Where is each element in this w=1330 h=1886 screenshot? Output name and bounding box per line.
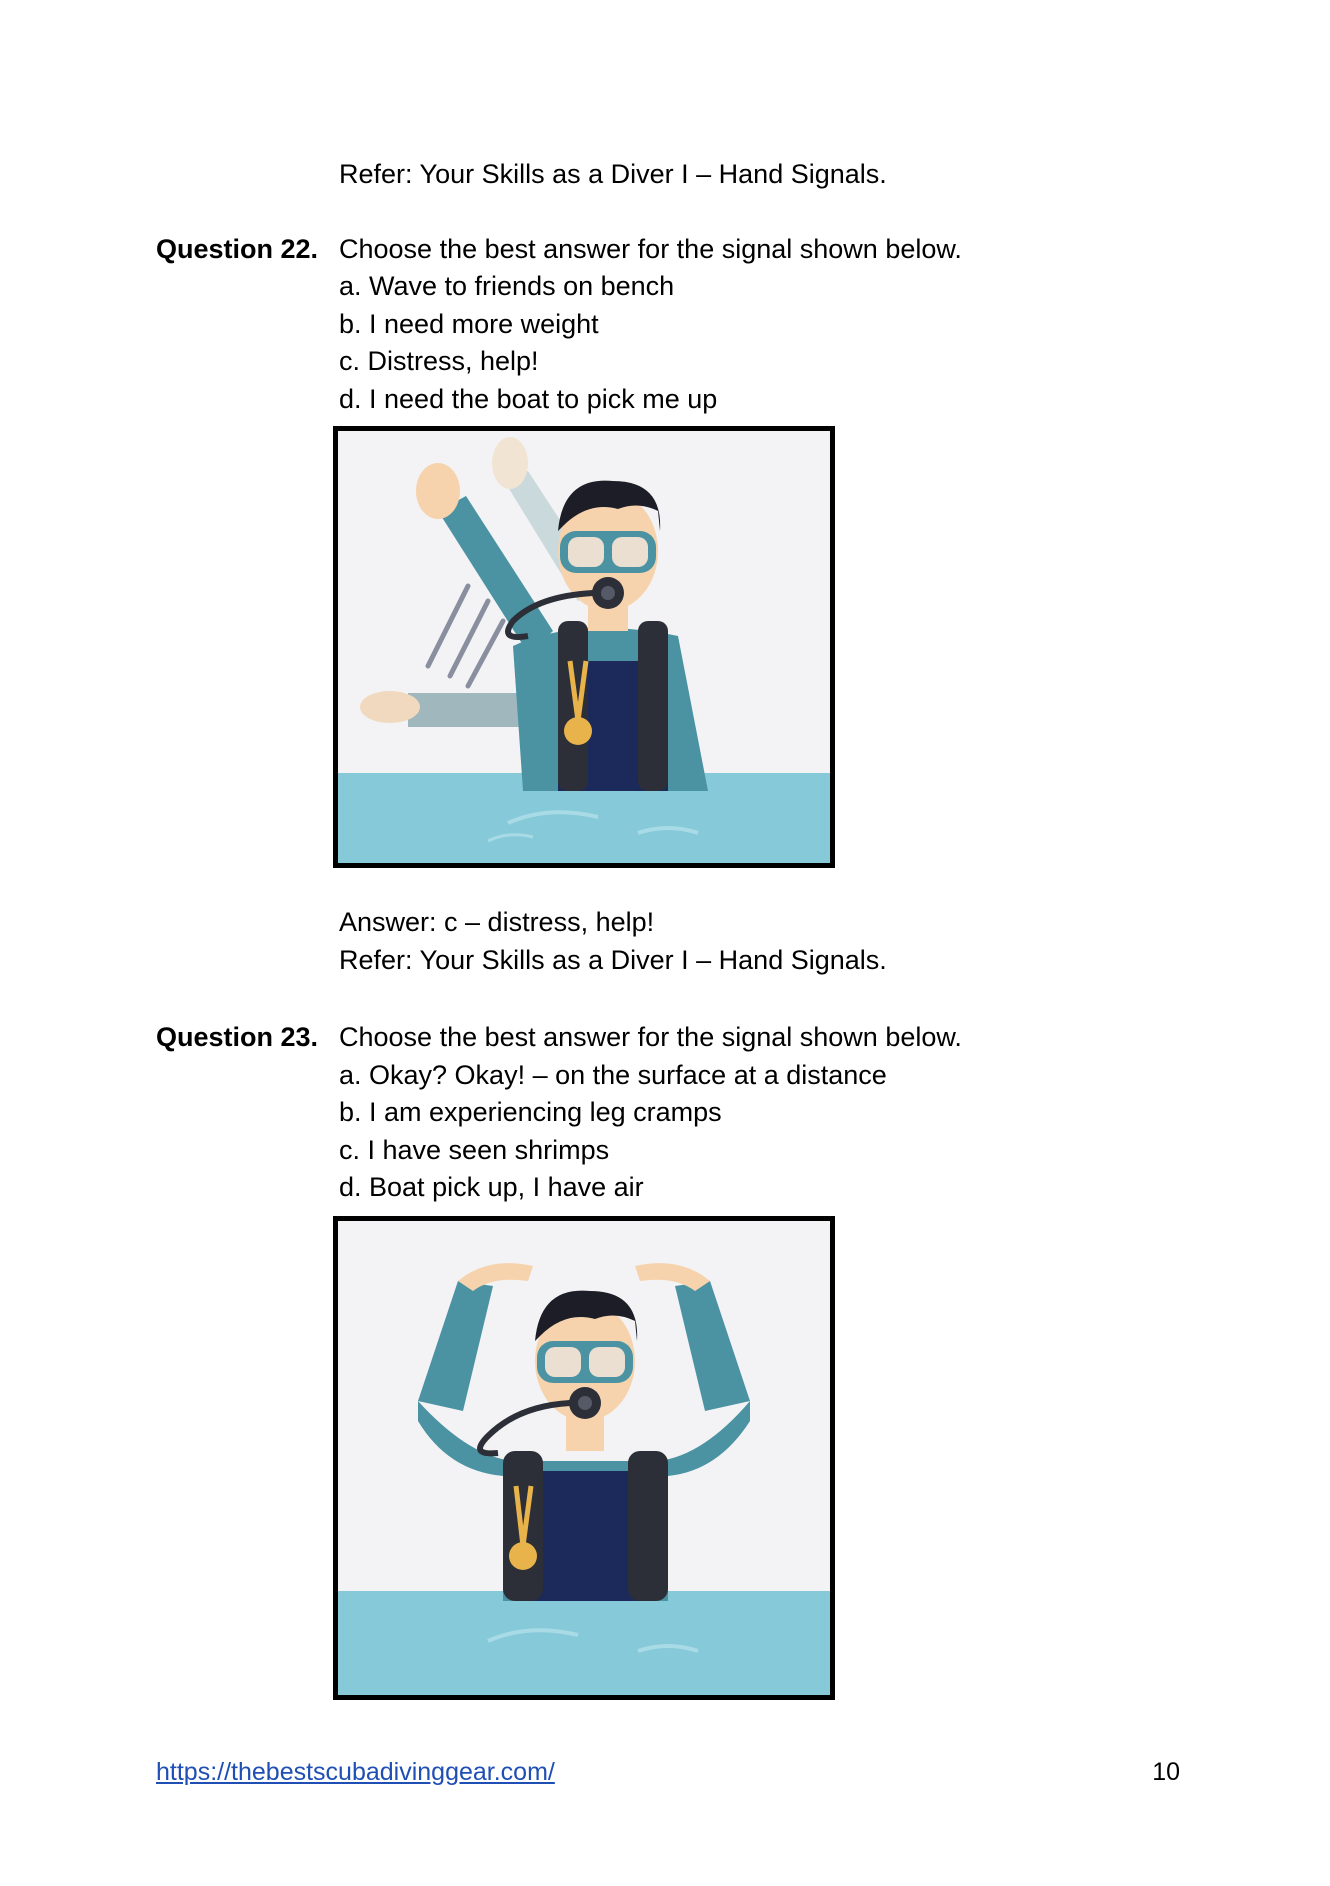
question-22-refer: Refer: Your Skills as a Diver I – Hand Signals. (339, 945, 887, 975)
question-22-answer: Answer: c – distress, help! (339, 907, 655, 937)
question-23-illustration (333, 1216, 835, 1700)
question-23-option-d: d. Boat pick up, I have air (339, 1172, 644, 1202)
question-22-illustration (333, 426, 835, 868)
question-23-prompt: Choose the best answer for the signal shown below. (339, 1022, 962, 1052)
diver-waving-arm-distress-icon (338, 431, 830, 863)
question-22-option-a: a. Wave to friends on bench (339, 271, 675, 301)
top-refer-text: Refer: Your Skills as a Diver I – Hand Signals. (339, 159, 887, 189)
question-23-option-c: c. I have seen shrimps (339, 1135, 610, 1165)
question-23-label: Question 23. (156, 1022, 319, 1052)
question-22-label: Question 22. (156, 234, 319, 264)
question-22-option-c: c. Distress, help! (339, 346, 539, 376)
question-22-prompt: Choose the best answer for the signal shown below. (339, 234, 962, 264)
question-22-option-b: b. I need more weight (339, 309, 599, 339)
question-23-option-b: b. I am experiencing leg cramps (339, 1097, 722, 1127)
question-23-option-a: a. Okay? Okay! – on the surface at a distance (339, 1060, 887, 1090)
diver-arms-over-head-okay-icon (338, 1221, 830, 1695)
question-22-option-d: d. I need the boat to pick me up (339, 384, 718, 414)
footer-website-link[interactable]: https://thebestscubadivinggear.com/ (156, 1758, 555, 1786)
page-number: 10 (1152, 1758, 1180, 1786)
